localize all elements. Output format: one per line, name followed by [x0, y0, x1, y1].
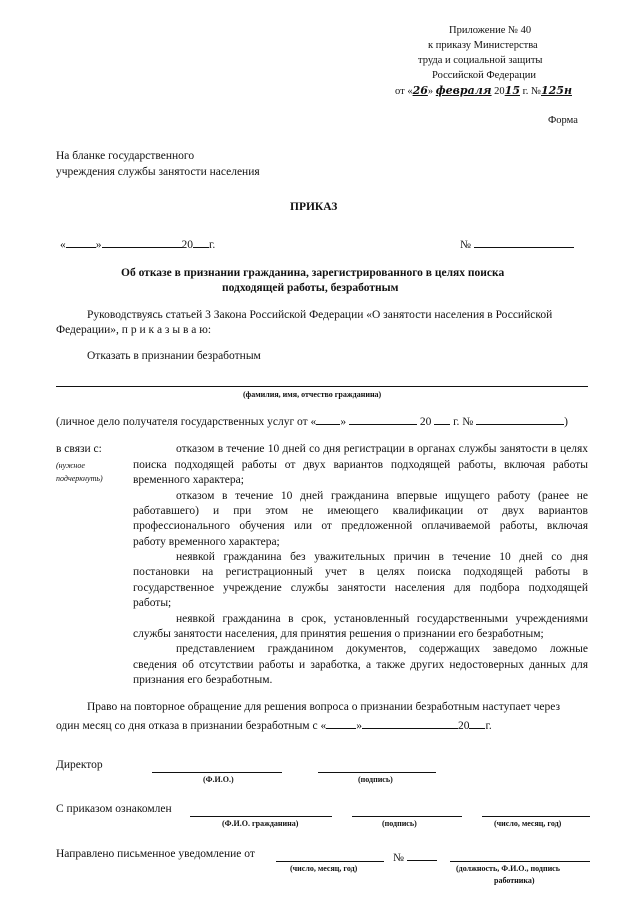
notice-label: Направлено письменное уведомление от	[56, 848, 255, 860]
subject-line-2: подходящей работы, безработным	[222, 282, 399, 294]
appendix-date-line: от «26» февраля 2015 г. №125н	[395, 84, 572, 97]
document-title: ПРИКАЗ	[290, 201, 338, 213]
appendix-day: 26	[412, 84, 428, 97]
reason-2-line-3: профессионального обучения или от предложенной оплачиваемой работы, включая	[133, 520, 588, 532]
letterhead-line-2: учреждения службы занятости населения	[56, 166, 260, 178]
order-date-line: « » 20 г.	[60, 236, 215, 252]
appendix-year: 15	[504, 84, 520, 97]
reason-2-line-1: отказом в течение 10 дней гражданина впервые ищущего работу (ранее не	[176, 490, 588, 502]
appendix-line-2: к приказу Министерства	[428, 40, 538, 51]
subject-line-1: Об отказе в признании гражданина, зарегистрированного в целях поиска	[121, 267, 505, 279]
reason-4-line-1: неявкой гражданина в срок, установленный государственными учреждениями	[176, 613, 588, 625]
reasons-label: в связи с:	[56, 443, 102, 455]
order-number: №	[460, 236, 574, 252]
reason-2-line-4: работу временного характера;	[133, 536, 280, 548]
reason-5-line-2: сведения об отсутствии работы и заработка, а также других недостоверных данных для	[133, 659, 588, 671]
preamble-line-2: Федерации», п р и к а з ы в а ю:	[56, 324, 212, 336]
notice-position-caption-2: работника)	[494, 876, 535, 885]
refuse-text: Отказать в признании безработным	[87, 350, 261, 362]
appendix-line-1: Приложение № 40	[449, 25, 532, 36]
fio-caption: (фамилия, имя, отчество гражданина)	[243, 390, 382, 399]
reasons-note-1: (нужное	[56, 461, 85, 470]
acquainted-fio-caption: (Ф.И.О. гражданина)	[222, 819, 299, 828]
letterhead-line-1: На бланке государственного	[56, 150, 195, 162]
acquainted-date-caption: (число, месяц, год)	[494, 819, 562, 828]
reason-1-line-1: отказом в течение 10 дней со дня регистрации в органах службы занятости в целях	[176, 443, 588, 455]
appendix-month: февраля	[435, 84, 492, 97]
appendix-number: 125н	[541, 84, 572, 97]
reason-1-line-2: поиска подходящей работы от двух вариантов подходящей работы, включая работы	[133, 459, 588, 471]
notice-date-caption: (число, месяц, год)	[290, 864, 358, 873]
appendix-line-3: труда и социальной защиты	[418, 55, 543, 66]
form-label: Форма	[548, 115, 578, 126]
preamble-line-1: Руководствуясь статьей 3 Закона Российской Федерации «О занятости населения в Российской	[87, 309, 553, 321]
reasons-note-2: подчеркнуть)	[56, 474, 103, 483]
notice-position-underline	[450, 861, 590, 862]
reason-1-line-3: временного характера;	[133, 474, 244, 486]
director-fio-caption: (Ф.И.О.)	[203, 775, 234, 784]
director-sign-caption: (подпись)	[358, 775, 393, 784]
reason-3-line-1: неявкой гражданина без уважительных причин в течение 10 дней со дня	[176, 551, 588, 563]
acquainted-fio-underline	[190, 816, 332, 817]
acquainted-sign-underline	[352, 816, 462, 817]
reason-3-line-4: работы;	[133, 597, 172, 609]
director-label: Директор	[56, 759, 103, 771]
appendix-line-4: Российской Федерации	[432, 70, 536, 81]
reason-3-line-3: государственное учреждение службы занятости населения для подбора подходящей	[133, 582, 588, 594]
reason-5-line-1: представлением гражданином документов, содержащих заведомо ложные	[176, 643, 588, 655]
reason-4-line-2: службы занятости населения, для принятия решения о признании его безработным;	[133, 628, 544, 640]
reason-5-line-3: признания его безработным.	[133, 674, 273, 686]
reason-2-line-2: работавшего) и при этом не имеющего квалификации от двух вариантов	[133, 505, 588, 517]
notice-date-underline	[276, 861, 384, 862]
notice-position-caption-1: (должность, Ф.И.О., подпись	[456, 864, 560, 873]
reason-3-line-2: постановки на регистрационный учет в целях поиска подходящей работы в	[133, 566, 588, 578]
director-fio-underline	[152, 772, 282, 773]
personal-file-line: (личное дело получателя государственных услуг от « » 20 г. № )	[56, 413, 568, 429]
reapply-line-1: Право на повторное обращение для решения вопроса о признании безработным наступает через	[87, 701, 561, 713]
acquainted-sign-caption: (подпись)	[382, 819, 417, 828]
director-sign-underline	[318, 772, 436, 773]
acquainted-label: С приказом ознакомлен	[56, 803, 172, 815]
fio-underline	[56, 386, 588, 387]
reapply-line-2: один месяц со дня отказа в признании безработным с « » 20 г.	[56, 717, 492, 733]
acquainted-date-underline	[482, 816, 590, 817]
notice-number: №	[393, 849, 437, 865]
